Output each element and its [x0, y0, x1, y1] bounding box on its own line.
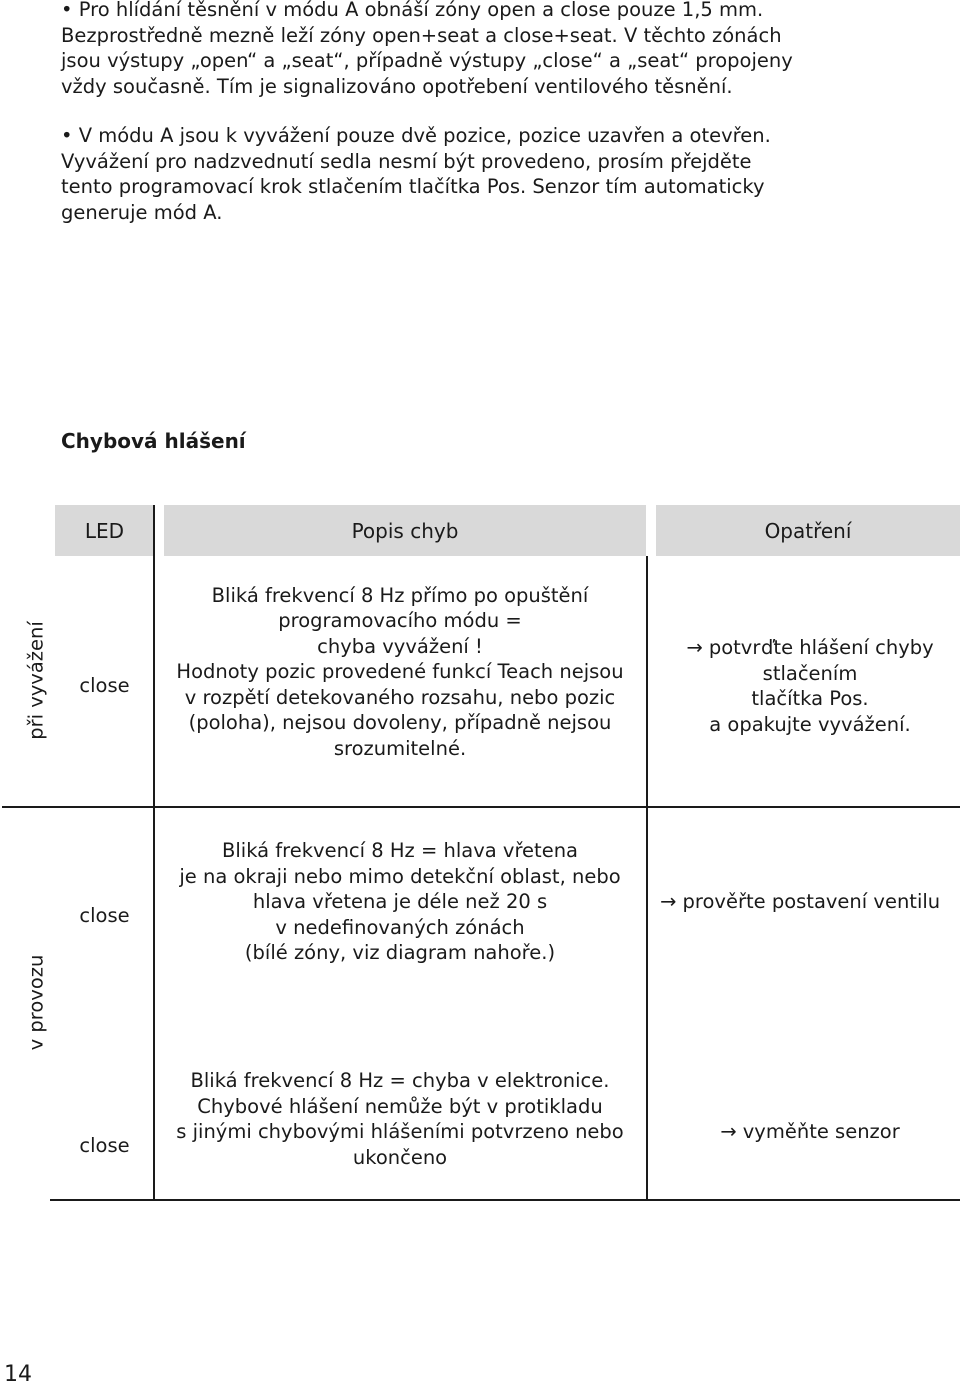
table-row-description: [154, 1067, 646, 1171]
header-led: LED: [55, 505, 154, 556]
text-line: Bliká frekvencí 8 Hz přímo po opuštění: [211, 583, 589, 607]
intro-paragraph-2: [61, 123, 771, 225]
table-row-action: [660, 634, 960, 738]
text-line: stlačením: [762, 661, 858, 685]
text-line: chyba vyvážení !: [317, 634, 483, 658]
text-line: • Pro hlídání těsnění v módu A obnáší zóny open a close pouze 1,5 mm.: [61, 0, 764, 21]
text-line: (poloha), nejsou dovoleny, případně nejsou: [188, 711, 612, 735]
text-line: Bliká frekvencí 8 Hz = chyba v elektronice.: [190, 1069, 610, 1092]
text-line: jsou výstupy „open“ a „seat“, případně výstupy „close“ a „seat“ propojeny: [61, 49, 793, 72]
page-number: 14: [4, 1362, 32, 1387]
table-row-description: [154, 582, 646, 762]
text-line: a opakujte vyvážení.: [709, 712, 911, 736]
header-action: Opatření: [656, 505, 960, 556]
text-line: tento programovací krok stlačením tlačítka Pos. Senzor tím automaticky: [61, 175, 765, 198]
text-line: → vyměňte senzor: [720, 1120, 900, 1144]
group-label-calibration: při vyvážení: [24, 621, 48, 740]
text-line: (bílé zóny, viz diagram nahoře.): [244, 941, 556, 965]
text-line: ukončeno: [352, 1145, 448, 1169]
text-line: • V módu A jsou k vyvážení pouze dvě pozice, pozice uzavřen a otevřen.: [61, 124, 771, 147]
text-line: Bezprostředně mezně leží zóny open+seat a close+seat. V těchto zónách: [61, 23, 782, 47]
led-value: close: [79, 904, 130, 928]
text-line: Vyvážení pro nadzvednutí sedla nesmí být provedeno, prosím přejděte: [61, 149, 752, 173]
text-line: Bliká frekvencí 8 Hz = hlava vřetena: [221, 839, 579, 863]
led-value: close: [79, 674, 130, 698]
text-line: → prověřte postavení ventilu: [660, 890, 941, 914]
group-label-operation: v provozu: [24, 954, 48, 1051]
led-value: close: [79, 1134, 130, 1158]
section-heading: Chybová hlášení: [61, 429, 246, 453]
text-line: Chybové hlášení nemůže být v protikladu: [197, 1094, 603, 1118]
text-line: vždy současně. Tím je signalizováno opotřebení ventilového těsnění.: [61, 74, 733, 98]
table-row-led: [55, 1118, 154, 1174]
text-line: v nedefinovaných zónách: [275, 915, 525, 939]
column-divider: [646, 556, 648, 1200]
text-line: v rozpětí detekovaného rozsahu, nebo pozic: [184, 685, 616, 709]
text-line: Hodnoty pozic provedené funkcí Teach nejsou: [176, 660, 624, 684]
text-line: generuje mód A.: [61, 200, 223, 224]
table-bottom-line: [50, 1199, 960, 1201]
table-row-action: [660, 887, 960, 917]
text-line: hlava vřetena je déle než 20 s: [252, 890, 548, 914]
group-divider: [2, 806, 960, 808]
text-line: je na okraji nebo mimo detekční oblast, nebo: [179, 864, 621, 888]
header-description: Popis chyb: [164, 505, 646, 556]
text-line: tlačítka Pos.: [751, 687, 869, 710]
table-row-led: [55, 658, 154, 714]
table-row-action: [660, 1117, 960, 1147]
table-row-description: [154, 837, 646, 967]
text-line: programovacího módu =: [278, 609, 522, 633]
table-row-led: [55, 888, 154, 944]
text-line: → potvrďte hlášení chyby: [686, 636, 934, 659]
text-line: srozumitelné.: [333, 736, 467, 760]
text-line: s jinými chybovými hlášeními potvrzeno nebo: [176, 1120, 624, 1143]
intro-paragraph-1: [61, 0, 793, 99]
